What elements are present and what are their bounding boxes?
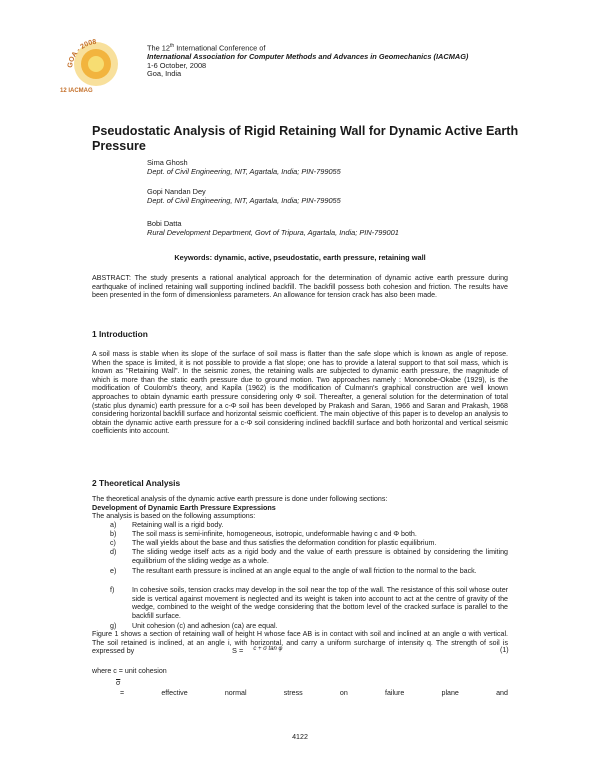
- definition-word: normal: [224, 689, 247, 697]
- where-clause: where c = unit cohesion: [92, 667, 167, 675]
- equation-1: [232, 646, 282, 655]
- list-item-text: The sliding wedge itself acts as a rigid body and the value of earth pressure is obtained by considering the limiting equilibrium of the sliding wedge as a whole.: [132, 548, 508, 565]
- keywords: Keywords: dynamic, active, pseudostatic, earth pressure, retaining wall: [174, 253, 426, 262]
- author-name: Sima Ghosh: [147, 158, 188, 167]
- equation-lhs: S =: [232, 646, 244, 655]
- theory-intro: The theoretical analysis of the dynamic active earth pressure is done under following sections:: [92, 495, 388, 503]
- definition-word: failure: [384, 689, 405, 697]
- list-item: [110, 521, 508, 530]
- author-name: Gopi Nandan Dey: [147, 187, 206, 196]
- list-item-label: a): [110, 521, 117, 529]
- conference-line-3: 1-6 October, 2008: [147, 60, 207, 70]
- figure-description: Figure 1 shows a section of retaining wall of height H whose face AB is in contact with soil and inclined at an angle α with vertical. The soil retained is inclined, at an angle i, with horizontal, and carry a uniform surcharge of intensity q. The strength of soil is expressed by: [92, 630, 508, 656]
- list-item: [110, 539, 508, 548]
- sigma-symbol: $\overline{\sigma}$: [116, 680, 121, 687]
- author-affiliation: Dept. of Civil Engineering, NIT, Agartala, India; PIN-799055: [147, 195, 341, 205]
- logo-bottom-text: 12 IACMAG: [60, 88, 93, 94]
- equation-rhs: c + σ tan φ: [253, 646, 283, 652]
- conference-logo: [58, 28, 134, 96]
- author-block: [147, 220, 399, 237]
- author-affiliation: Rural Development Department, Govt of Tripura, Agartala, India; PIN-799001: [147, 227, 399, 237]
- definition-word: plane: [441, 689, 459, 697]
- definition-word: on: [339, 689, 348, 697]
- list-item-text: The soil mass is semi-infinite, homogeneous, isotropic, undeformable having c and Φ both.: [132, 530, 417, 538]
- list-item-text: The wall yields about the base and thus satisfies the deformation condition for plastic equilibrium.: [132, 539, 437, 547]
- list-item-text: The resultant earth pressure is inclined at an angle equal to the angle of wall friction to the normal to the back.: [132, 567, 477, 575]
- definition-word: and: [496, 689, 508, 697]
- equation-number: (1): [500, 646, 509, 654]
- list-item: [110, 530, 508, 539]
- list-item-label: f): [110, 586, 115, 594]
- assumptions-intro: The analysis is based on the following assumptions:: [92, 512, 256, 520]
- page-number: 4122: [292, 733, 308, 741]
- list-item: [110, 548, 508, 566]
- conference-line-2: International Association for Computer Methods and Advances in Geomechanics (IACMAG): [147, 52, 469, 62]
- list-item: [110, 586, 508, 621]
- abstract: ABSTRACT: The study presents a rational analytical approach for the determination of dynamic active earth pressure during earthquake of inclined retaining wall supporting inclined backfill. The backfill possess both cohesion and friction. The results have been presented in the form of dimensionless parameters. An allowance for tension crack has also been made.: [92, 274, 508, 300]
- section-heading-introduction: 1 Introduction: [92, 329, 148, 339]
- sigma-definition: [120, 689, 508, 697]
- list-item-label: e): [110, 567, 117, 575]
- section-heading-theory: 2 Theoretical Analysis: [92, 478, 181, 488]
- author-name: Bobi Datta: [147, 219, 182, 228]
- list-item-text: Retaining wall is a rigid body.: [132, 521, 224, 529]
- logo-top-text: GOA - 2008: [66, 38, 97, 69]
- conference-header: [147, 42, 468, 79]
- theory-subheading: Development of Dynamic Earth Pressure Expressions: [92, 503, 276, 512]
- paper-title: Pseudostatic Analysis of Rigid Retaining Wall for Dynamic Active Earth Pressure: [92, 124, 519, 153]
- definition-word: effective: [161, 689, 188, 697]
- list-item-label: d): [110, 548, 117, 556]
- author-affiliation: Dept. of Civil Engineering, NIT, Agartala, India; PIN-799055: [147, 166, 341, 176]
- conference-line-4: Goa, India: [147, 69, 182, 79]
- list-item: [110, 567, 508, 585]
- list-item-label: c): [110, 539, 116, 547]
- definition-word: stress: [283, 689, 303, 697]
- list-item-text: Unit cohesion (c) and adhesion (ca) are equal.: [132, 622, 278, 630]
- list-item-text: In cohesive soils, tension cracks may develop in the soil near the top of the wall. The resistance of this soil whose outer side is vertical against movement is neglected and its weight is taken into account to act at the centre of gravity of the wedge, combined to the weight of the wedge considering that the bottom level of the cracked surface is parallel to the backfill surface.: [132, 586, 508, 620]
- author-block: [147, 188, 341, 205]
- list-item-label: g): [110, 622, 117, 630]
- definition-word: =: [120, 689, 125, 697]
- conference-line-1: The 12th International Conference of: [147, 43, 266, 53]
- introduction-text: A soil mass is stable when its slope of the surface of soil mass is flatter than the safe slope which is known as angle of repose. When the space is limited, it is not possible to provide a flat slope; one has to provide a lateral support to that soil mass, which is known as "Retaining Wall". In the seismic zones, the retaining walls are subjected to dynamic earth pressure, the magnitude of which is more than the static earth pressure due to ground motion. Two approaches namely : Mononobe-Okabe (1929), is the modification of Coulomb's theory, and Kapila (1962) is the modification of Culmann's graphical construction are well known approaches to obtain dynamic earth pressure considering only Φ soil. Thereafter, a general solution for the determination of total (static plus dynamic) earth pressure for a c-Φ soil has been developed by Prakash and Saran, 1966 and Saran and Prakash, 1968 considering horizontal backfill surface and horizontal seismic coefficient. The main objective of this paper is to develop an analysis to obtain the dynamic active earth pressure for a c-Φ soil considering inclined backfill surface and both horizontal and vertical seismic coefficients into account.: [92, 350, 508, 436]
- list-item-label: b): [110, 530, 117, 538]
- author-block: [147, 159, 341, 176]
